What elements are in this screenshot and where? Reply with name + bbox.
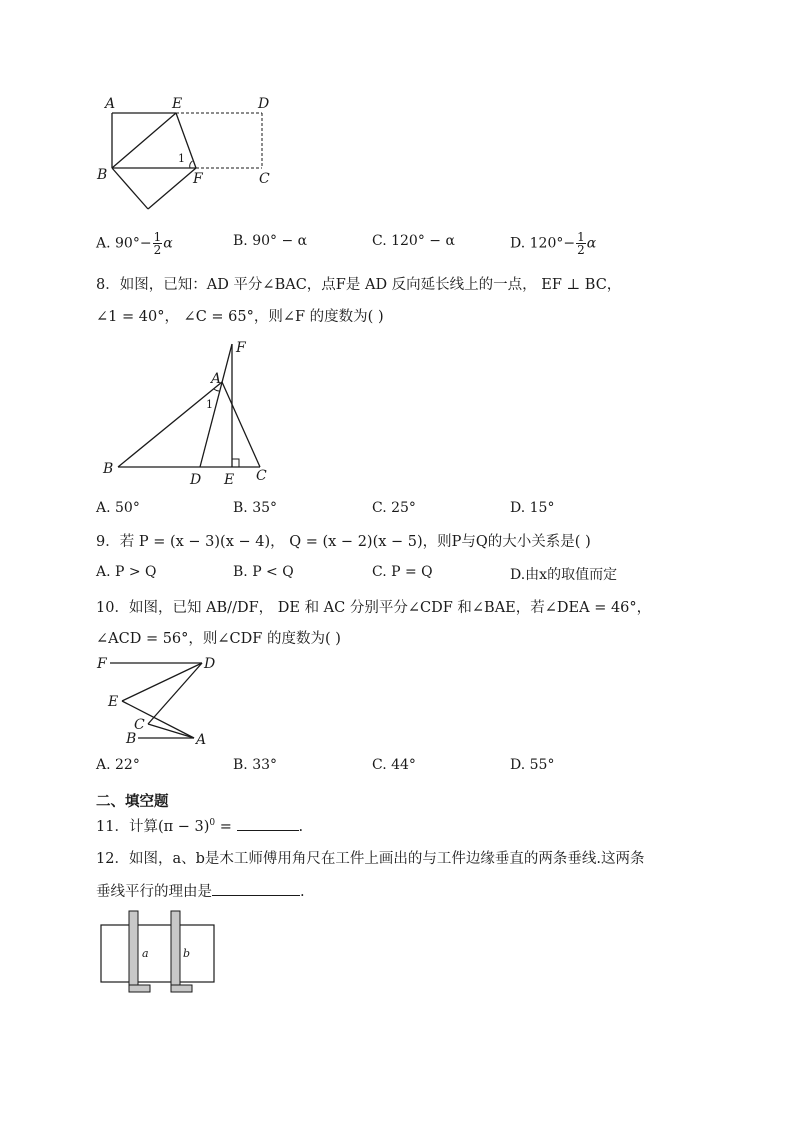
label-D: D xyxy=(204,656,216,672)
q8-option-b[interactable]: B. 35° xyxy=(233,500,278,516)
q9-option-a[interactable]: A. P > Q xyxy=(96,564,157,580)
label-C: C xyxy=(256,468,267,484)
q12-stem-line1: 12．如图，a、b是木工师傅用角尺在工件上画出的与工件边缘垂直的两条垂线.这两条 xyxy=(96,851,645,867)
q10-option-d[interactable]: D. 55° xyxy=(510,757,555,773)
label-C: C xyxy=(134,717,145,733)
label-A: A xyxy=(105,96,116,112)
q7-option-d[interactable]: D. 120°− $\frac{1}{2}$ α xyxy=(510,230,597,257)
q12-stem-line2: 垂线平行的理由是 . xyxy=(96,884,305,900)
label-E: E xyxy=(172,96,183,112)
label-D: D xyxy=(190,472,202,488)
q7-option-b[interactable]: B. 90° − α xyxy=(233,233,308,249)
label-angle-1: 1 xyxy=(206,398,213,411)
label-F: F xyxy=(236,340,246,356)
q8-option-d[interactable]: D. 15° xyxy=(510,500,555,516)
q12-answer-blank[interactable] xyxy=(212,895,300,896)
q8-option-c[interactable]: C. 25° xyxy=(372,500,416,516)
q9-option-c[interactable]: C. P = Q xyxy=(372,564,433,580)
q10-figure xyxy=(94,652,224,748)
label-A: A xyxy=(196,732,207,748)
q10-option-c[interactable]: C. 44° xyxy=(372,757,416,773)
q11-stem: 11．计算$(\pi - 3)^0$ = . xyxy=(96,818,304,835)
label-B: B xyxy=(103,461,114,477)
label-C: C xyxy=(259,171,270,187)
label-A: A xyxy=(211,371,222,387)
q8-stem-line1: 8．如图，已知：AD 平分∠BAC，点F是 AD 反向延长线上的一点， EF ⊥ BC， xyxy=(96,277,622,293)
q12-figure xyxy=(98,908,220,998)
q9-option-d[interactable]: D.由x的取值而定 xyxy=(510,567,618,583)
label-b: b xyxy=(183,947,191,960)
q10-option-a[interactable]: A. 22° xyxy=(96,757,140,773)
section-title-fill-in: 二、填空题 xyxy=(96,793,169,810)
q10-stem-line1: 10．如图，已知 AB//DF， DE 和 AC 分别平分∠CDF 和∠BAE，若∠DEA = 46°， xyxy=(96,600,652,616)
q7-option-a[interactable]: A. 90°− $\frac{1}{2}$ α xyxy=(96,230,173,257)
label-E: E xyxy=(108,694,119,710)
q10-option-b[interactable]: B. 33° xyxy=(233,757,278,773)
label-B: B xyxy=(97,167,108,183)
label-E: E xyxy=(224,472,235,488)
q11-answer-blank[interactable] xyxy=(237,830,299,831)
label-F: F xyxy=(97,656,107,672)
label-F: F xyxy=(193,171,203,187)
q8-stem-line2: ∠1 = 40°， ∠C = 65°，则∠F 的度数为( ) xyxy=(96,309,384,325)
q8-option-a[interactable]: A. 50° xyxy=(96,500,140,516)
q10-stem-line2: ∠ACD = 56°，则∠CDF 的度数为( ) xyxy=(96,631,341,647)
label-a: a xyxy=(142,947,149,960)
q7-figure xyxy=(90,92,290,216)
q8-figure xyxy=(96,338,286,488)
label-B: B xyxy=(126,731,137,747)
label-D: D xyxy=(258,96,270,112)
label-angle-1: 1 xyxy=(178,152,185,165)
q9-stem: 9．若 P = (x − 3)(x − 4)， Q = (x − 2)(x − 5)，则P与Q的大小关系是( ) xyxy=(96,534,591,550)
q7-option-c[interactable]: C. 120° − α xyxy=(372,233,455,249)
q9-option-b[interactable]: B. P < Q xyxy=(233,564,294,580)
